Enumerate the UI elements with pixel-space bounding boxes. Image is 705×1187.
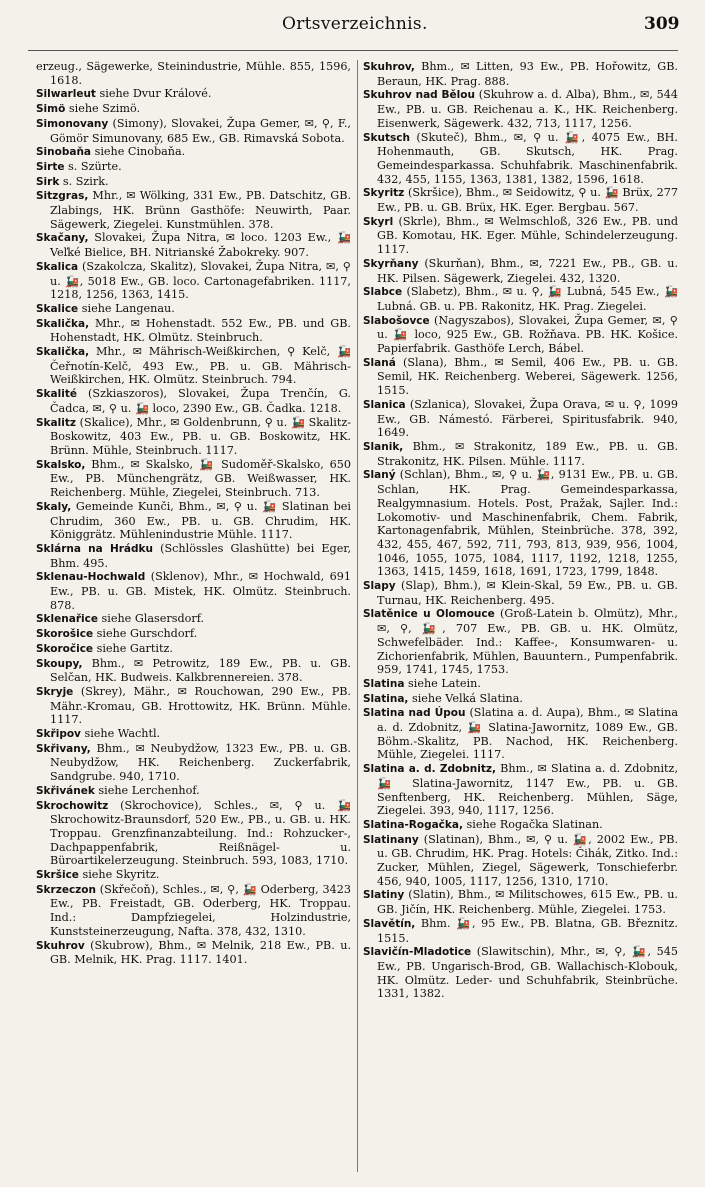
entry-text: siehe Szimö. <box>68 102 141 116</box>
entry-headword: Sklárna na Hrádku <box>36 542 153 555</box>
entry-text: Bhm., ✉ Slatina a. d. Zdobnitz, 🚂 Slatina-Jawornitz, 1147 Ew., PB. u. GB. Senftenberg, HK. Reichenberg. Mühlen, Säge, Ziegelei. 393, 940, 1117, 1256. <box>377 762 678 818</box>
gazetteer-entry <box>363 356 678 398</box>
entry-headword: Skalička, <box>36 346 90 359</box>
gazetteer-entry <box>36 657 351 685</box>
entry-text: s. Szürte. <box>68 159 122 173</box>
gazetteer-entry <box>363 607 678 677</box>
gazetteer-entry <box>36 742 351 784</box>
entry-headword: Skuhrov <box>36 939 85 952</box>
left-column <box>36 60 351 967</box>
entry-text: (Slatinan), Bhm., ✉, ⚲ u. 🚂, 2002 Ew., PB. u. GB. Chrudim, HK. Prag. Hotels: Čihák, Zitko. Ind.: Zucker, Mühlen, Ziegel, Sägewerk, Tonschieferbr. 456, 940, 1005, 1117, 1256, 1310, 1710. <box>377 832 678 888</box>
entry-text: siehe Wachtl. <box>84 727 161 741</box>
gazetteer-entry <box>36 175 351 190</box>
gazetteer-entry <box>36 87 351 102</box>
entry-text: (Simony), Slovakei, Župa Gemer, ✉, ⚲, F., Gömör Simunovany, 685 Ew., GB. Rimavská Sobota. <box>50 116 351 145</box>
entry-text: Bhm., ✉ Petrowitz, 189 Ew., PB. u. GB. Selčan, HK. Budweis. Kalkbrennereien. 378. <box>50 656 351 685</box>
entry-text: Mhr., ✉ Hohenstadt. 552 Ew., PB. und GB. Hohenstadt, HK. Olmütz. Steinbruch. <box>50 316 351 345</box>
gazetteer-entry <box>363 677 678 692</box>
entry-text: (Skrochovice), Schles., ✉, ⚲ u. 🚂 Skrochowitz-Braunsdorf, 520 Ew., PB., u. GB. u. HK. Troppau. Grenzfinanzabteilung. Ind.: Rohzucker-, Dachpappenfabrik, Reißnägel- u. Büroartikelerzeugung. Steinbruch. 593, 1083, 1710. <box>50 798 351 868</box>
page-number: 309 <box>644 14 680 34</box>
entry-headword: Slatina a. d. Zdobnitz, <box>363 763 496 776</box>
gazetteer-entry <box>36 117 351 145</box>
entry-text: (Skubrow), Bhm., ✉ Melnik, 218 Ew., PB. u. GB. Melnik, HK. Prag. 1117. 1401. <box>50 938 352 967</box>
gazetteer-entry <box>363 917 678 945</box>
gazetteer-entry <box>363 762 678 818</box>
gazetteer-entry <box>363 692 678 707</box>
gazetteer-entry <box>363 215 678 257</box>
entry-headword: Skuhrov, <box>363 61 415 73</box>
gazetteer-entry <box>363 579 678 607</box>
right-column <box>363 60 678 1001</box>
gazetteer-entry <box>36 570 351 612</box>
entry-text: (Schlan), Bhm., ✉, ⚲ u. 🚂, 9131 Ew., PB. u. GB. Schlan, HK. Prag. Gemeindesparkassa, Realgymnasium. Hotels. Post, Pražak, Sajler. Ind.: Lokomotiv- und Maschinenfabrik, Chem. Fabrik, Kartonagenfabrik, Mühlen, Steinbrüche. 378, 392, 432, 455, 467, 592, 711, 793, 813, 939, 956, 1004, 1046, 1055, 1075, 1084, 1117, 1192, 1218, 1255, 1363, 1415, 1459, 1618, 1691, 1723, 1799, 1848. <box>377 468 678 579</box>
gazetteer-entry <box>36 231 351 259</box>
gazetteer-entry <box>36 145 351 160</box>
entry-headword: Skřivany, <box>36 742 91 755</box>
entry-headword: Skyrňany <box>363 257 419 270</box>
gazetteer-entry <box>36 458 351 500</box>
gazetteer-entry <box>36 102 351 117</box>
entry-text: (Slabetz), Bhm., ✉ u. ⚲, 🚂 Lubná, 545 Ew., 🚂 Lubná. GB. u. PB. Rakonitz, HK. Prag. Ziegelei. <box>377 285 678 313</box>
entry-text: Bhm. 🚂, 95 Ew., PB. Blatna, GB. Březnitz. 1515. <box>377 916 678 945</box>
entry-headword: Skalitz <box>36 416 76 429</box>
gazetteer-entry <box>36 302 351 317</box>
gazetteer-entry <box>363 833 678 889</box>
entry-headword: Slavětín, <box>363 917 416 930</box>
gazetteer-entry <box>363 131 678 187</box>
entry-text: (Szkiaszoros), Slovakei, Župa Trenčín, G. Čadca, ✉, ⚲ u. 🚂 loco, 2390 Ew., GB. Čadka. 1218. <box>50 387 351 415</box>
entry-text: Bhm., ✉ Strakonitz, 189 Ew., PB. u. GB. Strakonitz, HK. Pilsen. Mühle. 1117. <box>377 439 678 468</box>
entry-text: (Szakolcza, Skalitz), Slovakei, Župa Nitra, ✉, ⚲ u. 🚂, 5018 Ew., GB. loco. Cartonagefabriken. 1117, 1218, 1256, 1363, 1415. <box>50 259 351 302</box>
gazetteer-entry <box>363 818 678 833</box>
gazetteer-entry <box>36 612 351 627</box>
entry-headword: Skřivánek <box>36 784 95 797</box>
gazetteer-entry <box>36 416 351 458</box>
entry-headword: Skřipov <box>36 728 81 741</box>
entry-headword: Simonovany <box>36 117 109 130</box>
gazetteer-entry <box>363 888 678 916</box>
entry-headword: Sitzgras, <box>36 190 89 203</box>
gazetteer-entry <box>36 500 351 542</box>
entry-headword: Sinobaňa <box>36 146 92 159</box>
entry-headword: Skalité <box>36 388 77 401</box>
entry-headword: Skryje <box>36 685 74 698</box>
entry-text: siehe Velká Slatina. <box>411 691 523 705</box>
gazetteer-entry <box>36 542 351 570</box>
gazetteer-entry <box>36 799 351 869</box>
entry-text: siehe Gurschdorf. <box>96 627 198 641</box>
entry-headword: Skalica <box>36 260 79 273</box>
entry-text: siehe Glasersdorf. <box>101 612 205 626</box>
gazetteer-entry <box>363 314 678 356</box>
gazetteer-entry <box>36 160 351 175</box>
entry-text: siehe Skyritz. <box>82 868 160 882</box>
gazetteer-entry <box>36 189 351 231</box>
page-header <box>0 14 705 40</box>
entry-headword: Slanik, <box>363 440 404 453</box>
entry-text: (Skřečoň), Schles., ✉, ⚲, 🚂 Oderberg, 3423 Ew., PB. Freistadt, GB. Oderberg, HK. Troppau. Ind.: Dampfziegelei, Holzindustrie, Kunststeinerzeugung, Nafta. 378, 432, 1310. <box>50 882 351 938</box>
entry-text: siehe Lerchenhof. <box>98 783 200 797</box>
entry-text: (Skuteč), Bhm., ✉, ⚲ u. 🚂, 4075 Ew., BH. Hohenmauth, GB. Skutsch, HK. Prag. Gemeindesparkassa. Schuhfabrik. Maschinenfabrik. 432, 455, 1155, 1363, 1381, 1382, 1596, 1618. <box>377 130 678 186</box>
gazetteer-entry <box>363 398 678 440</box>
gazetteer-entry <box>36 868 351 883</box>
entry-headword: Slatiny <box>363 889 405 902</box>
page-title: Ortsverzeichnis. <box>282 14 428 34</box>
entry-text: (Slana), Bhm., ✉ Semil, 406 Ew., PB. u. GB. Semil, HK. Reichenberg. Weberei, Sägewerk. 1256, 1515. <box>377 355 679 398</box>
gazetteer-entry <box>363 186 678 214</box>
entry-text: Bhm., ✉ Skalsko, 🚂 Sudoměř-Skalsko, 650 Ew., PB. Münchengrätz, GB. Weißwasser, HK. Reichenberg. Mühle, Ziegelei, Steinbruch. 713. <box>50 457 351 500</box>
entry-headword: Slatina, <box>363 692 409 705</box>
entry-text: (Skrey), Mähr., ✉ Rouchowan, 290 Ew., PB. Mähr.-Kromau, GB. Hrottowitz, HK. Brünn. Mühle. 1117. <box>50 684 351 727</box>
entry-text: s. Szirk. <box>62 174 109 188</box>
entry-headword: Simö <box>36 103 66 116</box>
column-divider <box>357 60 358 1172</box>
entry-headword: Skaly, <box>36 500 72 513</box>
entry-headword: Slatinany <box>363 833 419 846</box>
entry-text: (Slatin), Bhm., ✉ Militschowes, 615 Ew., PB. u. GB. Jičín, HK. Reichenberg. Mühle, Ziegelei. 1753. <box>377 888 678 917</box>
gazetteer-entry <box>36 727 351 742</box>
gazetteer-entry <box>363 257 678 285</box>
gazetteer-entry <box>36 317 351 345</box>
gazetteer-entry <box>363 706 678 762</box>
entry-text: siehe Langenau. <box>81 301 175 315</box>
entry-headword: Skyrl <box>363 215 394 228</box>
entry-text: (Skalice), Mhr., ✉ Goldenbrunn, ⚲ u. 🚂 Skalitz-Boskowitz, 403 Ew., PB. u. GB. Boskowitz, HK. Brünn. Mühle, Steinbruch. 1117. <box>50 415 352 457</box>
entry-text: Slovakei, Župa Nitra, ✉ loco. 1203 Ew., 🚂 Veľké Bielice, BH. Nitrianské Žabokreky. 907. <box>50 231 351 260</box>
gazetteer-entry <box>36 939 351 967</box>
entry-headword: Skalsko, <box>36 458 86 471</box>
entry-headword: Skoročice <box>36 642 94 655</box>
entry-headword: Sklenařice <box>36 613 98 626</box>
entry-headword: Slanica <box>363 398 406 411</box>
gazetteer-entry <box>36 642 351 657</box>
entry-text: (Groß-Latein b. Olmütz), Mhr., ✉, ⚲, 🚂, 707 Ew., PB. GB. u. HK. Olmütz, Schwefelbäder. Ind.: Kaffee-, Konsumwaren- u. Zichorienfabrik, Mühlen, Bauuntern., Pumpenfabrik. 959, 1741, 1745, 1753. <box>377 607 678 677</box>
entry-text: Bhm., ✉ Neubydžow, 1323 Ew., PB. u. GB. Neubydžow, HK. Reichenberg. Zuckerfabrik, Sandgrube. 940, 1710. <box>50 741 351 784</box>
gazetteer-entry <box>36 685 351 727</box>
entry-text: (Nagyszabos), Slovakei, Župa Gemer, ✉, ⚲ u. 🚂 loco, 925 Ew., GB. Rožňava. PB. HK. Košice. Papierfabrik. Gasthöfe Lerch, Bábel. <box>377 313 678 356</box>
entry-headword: Slaná <box>363 356 396 369</box>
gazetteer-entry <box>36 260 351 302</box>
entry-headword: Skorošice <box>36 628 94 641</box>
gazetteer-entry <box>36 387 351 415</box>
entry-text: Bhm., ✉ Litten, 93 Ew., PB. Hořowitz, GB. Beraun, HK. Prag. 888. <box>377 60 678 88</box>
entry-headword: Skalice <box>36 302 79 315</box>
entry-headword: Sirk <box>36 175 60 188</box>
entry-headword: Skačany, <box>36 232 89 245</box>
gazetteer-entry <box>363 88 678 130</box>
entry-text: (Skuhrow a. d. Alba), Bhm., ✉, 544 Ew., PB. u. GB. Reichenau a. K., HK. Reichenberg. Eisenwerk, Sägewerk. 432, 713, 1117, 1256. <box>377 88 678 130</box>
entry-text: siehe Dvur Králové. <box>99 87 212 101</box>
gazetteer-entry <box>363 468 678 579</box>
entry-text: siehe Cinobaňa. <box>94 145 186 159</box>
entry-headword: Skuhrov nad Bělou <box>363 89 475 102</box>
gazetteer-entry <box>363 945 678 1001</box>
entry-headword: Slatina-Rogačka, <box>363 818 463 831</box>
entry-headword: Silwarleut <box>36 88 96 101</box>
entry-text: Mhr., ✉ Wölking, 331 Ew., PB. Datschitz, GB. Zlabings, HK. Brünn Gasthöfe: Neuwirth, Paar. Sägewerk, Ziegelei. Kunstmühlen. 378. <box>50 189 351 231</box>
entry-text: erzeug., Sägewerke, Steinindustrie, Mühle. 855, 1596, 1618. <box>36 60 351 87</box>
entry-headword: Skyritz <box>363 187 405 200</box>
entry-text: (Slatina a. d. Aupa), Bhm., ✉ Slatina a. d. Zdobnitz, 🚂 Slatina-Jawornitz, 1089 Ew., GB. Böhm.-Skalitz, PB. Nachod, HK. Reichenberg. Mühle, Ziegelei. 1117. <box>377 706 678 762</box>
entry-text: (Slap), Bhm.), ✉ Klein-Skal, 59 Ew., PB. u. GB. Turnau, HK. Reichenberg. 495. <box>377 579 678 607</box>
entry-headword: Skoupy, <box>36 657 83 670</box>
entry-headword: Slabce <box>363 286 403 299</box>
gazetteer-entry <box>36 60 351 87</box>
entry-text: (Skršice), Bhm., ✉ Seidowitz, ⚲ u. 🚂 Brüx, 277 Ew., PB. u. GB. Brüx, HK. Eger. Bergbau. 567. <box>377 186 678 215</box>
entry-headword: Skrzeczon <box>36 883 96 896</box>
entry-text: (Skurňan), Bhm., ✉, 7221 Ew., PB., GB. u. HK. Pilsen. Sägewerk, Ziegelei. 432, 1320. <box>377 256 679 285</box>
header-rule <box>28 50 678 51</box>
entry-headword: Skutsch <box>363 131 410 144</box>
entry-headword: Skalička, <box>36 317 90 330</box>
entry-text: Mhr., ✉ Mährisch-Weißkirchen, ⚲ Kelč, 🚂 Čeřnotín-Kelč, 493 Ew., PB. u. GB. Mährisch-Weißkirchen, HK. Olmütz. Steinbruch. 794. <box>50 345 351 387</box>
gazetteer-entry <box>36 784 351 799</box>
gazetteer-entry <box>363 285 678 313</box>
entry-text: (Slawitschin), Mhr., ✉, ⚲, 🚂, 545 Ew., PB. Ungarisch-Brod, GB. Wallachisch-Klobouk, HK. Olmütz. Leder- und Schuhfabrik, Steinbrüche. 1331, 1382. <box>377 945 678 1001</box>
entry-headword: Slatina <box>363 677 405 690</box>
entry-headword: Sirte <box>36 160 65 173</box>
gazetteer-entry <box>36 627 351 642</box>
entry-headword: Sklenau-Hochwald <box>36 571 146 584</box>
entry-headword: Slapy <box>363 580 396 593</box>
gazetteer-entry <box>36 883 351 939</box>
entry-text: Gemeinde Kunči, Bhm., ✉, ⚲ u. 🚂 Slatinan bei Chrudim, 360 Ew., PB. u. GB. Chrudim, HK. Königgrätz. Mühlenindustrie Mühle. 1117. <box>50 499 351 542</box>
gazetteer-entry <box>363 60 678 88</box>
entry-text: siehe Latein. <box>408 676 481 690</box>
entry-text: (Schlössles Glashütte) bei Eger, Bhm. 495. <box>50 541 352 570</box>
entry-text: (Sklenov), Mhr., ✉ Hochwald, 691 Ew., PB. u. GB. Mistek, HK. Olmütz. Steinbruch. 878. <box>50 570 351 612</box>
entry-text: siehe Gartitz. <box>96 641 173 655</box>
entry-headword: Skršice <box>36 869 79 882</box>
gazetteer-entry <box>36 345 351 387</box>
entry-headword: Slatina nad Úpou <box>363 707 466 720</box>
entry-text: (Szlanica), Slovakei, Župa Orava, ✉ u. ⚲, 1099 Ew., GB. Námestó. Färberei, Spiritusfabrik. 940, 1649. <box>377 397 679 440</box>
entry-headword: Slavičín-Mladotice <box>363 946 472 959</box>
entry-headword: Slatěnice u Olomouce <box>363 608 495 621</box>
entry-headword: Slaný <box>363 469 396 482</box>
gazetteer-entry <box>363 440 678 468</box>
entry-text: (Skrle), Bhm., ✉ Welmschloß, 326 Ew., PB. und GB. Komotau, HK. Eger. Mühle, Schindelerzeugung. 1117. <box>377 214 678 257</box>
entry-text: siehe Rogačka Slatinan. <box>466 817 603 831</box>
entry-headword: Skrochowitz <box>36 799 109 812</box>
entry-headword: Slabošovce <box>363 314 430 327</box>
